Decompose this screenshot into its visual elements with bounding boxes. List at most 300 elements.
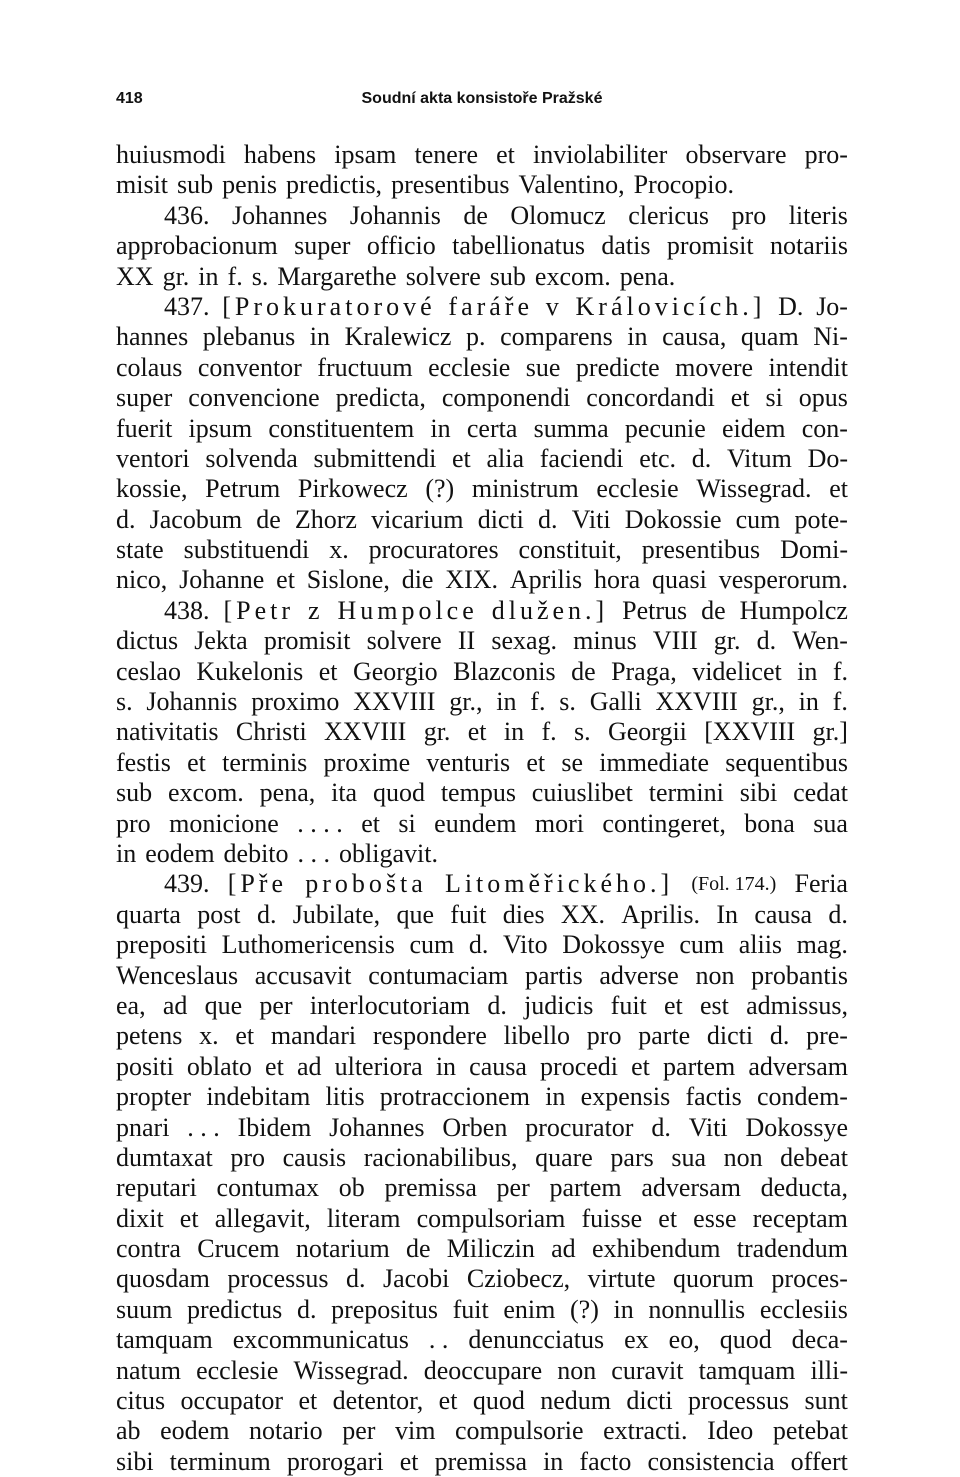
word: prorogari	[286, 1446, 384, 1476]
word: ipsum	[188, 413, 253, 443]
word: state	[116, 535, 164, 565]
spaced-heading-word: [Prokuratorové	[222, 291, 436, 321]
word: approbacionum	[116, 231, 278, 261]
spaced-heading-word: dlužen.]	[491, 595, 609, 625]
word: premissa	[434, 1446, 527, 1476]
word: que	[204, 990, 243, 1020]
word: . . .	[187, 1112, 220, 1142]
word: misit	[116, 170, 169, 200]
word: componendi	[441, 383, 571, 413]
word: de	[463, 200, 488, 230]
word: si	[398, 808, 416, 838]
word: cum	[409, 930, 455, 960]
word: Georgii	[607, 717, 687, 747]
word: ad	[162, 990, 188, 1020]
text-line	[116, 809, 848, 839]
word: Petrum	[205, 474, 281, 504]
word: extracti.	[603, 1416, 688, 1446]
text-line	[116, 505, 848, 535]
word: Jubilate,	[292, 899, 381, 929]
word: et	[467, 717, 487, 747]
word: expensis	[580, 1082, 671, 1112]
word: Aprilis.	[621, 899, 701, 929]
word: submittendi	[313, 443, 437, 473]
word: et	[265, 1051, 284, 1081]
word: intendit	[768, 352, 848, 382]
word: Valentino,	[518, 170, 625, 200]
text-line	[116, 596, 848, 626]
word: Aprilis	[509, 565, 583, 595]
word: in	[545, 1082, 566, 1112]
word: conventor	[197, 352, 302, 382]
word: dixit	[116, 1203, 164, 1233]
word: procedi	[540, 1051, 619, 1081]
word: accusavit	[254, 960, 352, 990]
text-line	[116, 626, 848, 656]
word: nonnullis	[648, 1294, 746, 1324]
word: in	[798, 687, 819, 717]
word: et	[399, 1446, 419, 1476]
word: quam	[740, 322, 799, 352]
word: racionabilibus,	[363, 1142, 518, 1172]
word: deca-	[791, 1325, 848, 1355]
spaced-heading-word: Královicích.]	[575, 291, 766, 321]
word: suum	[116, 1294, 173, 1324]
word: mori	[534, 808, 584, 838]
text-line	[116, 900, 848, 930]
word: ob	[338, 1173, 365, 1203]
word: contingeret,	[602, 808, 726, 838]
word: pecunie	[624, 413, 706, 443]
word: in	[435, 1051, 457, 1081]
word: Jekta	[194, 626, 248, 656]
word: et	[187, 747, 206, 777]
word: ecclesie	[196, 1355, 279, 1385]
text-line	[116, 1021, 848, 1051]
spaced-heading-word: [Pře	[227, 869, 288, 899]
word: sub	[177, 170, 214, 200]
word: debeat	[780, 1142, 848, 1172]
word: II	[457, 626, 476, 656]
word: Johannis	[349, 200, 441, 230]
body-text	[116, 140, 848, 1477]
word: nedum	[540, 1386, 612, 1416]
word: pre-	[806, 1021, 848, 1051]
word: 436.	[164, 200, 210, 230]
word: XIX.	[445, 565, 499, 595]
spaced-heading-word: faráře	[448, 291, 534, 321]
word: VIII	[652, 626, 698, 656]
word: eo,	[668, 1325, 700, 1355]
word: et	[361, 808, 380, 838]
text-line	[116, 687, 848, 717]
word: hora	[593, 565, 641, 595]
word: Viti	[688, 1112, 728, 1142]
spaced-heading-word: Litoměřického.]	[444, 869, 674, 899]
word: nico,	[116, 565, 168, 595]
word: clericus	[628, 200, 710, 230]
word: fuit	[450, 899, 487, 929]
word: ita	[331, 778, 358, 808]
word: s.	[251, 261, 269, 291]
word: Ni-	[813, 322, 848, 352]
word: ea,	[116, 990, 146, 1020]
word: Orben	[442, 1112, 508, 1142]
word: fuit	[452, 1294, 489, 1324]
word: offert	[790, 1446, 848, 1476]
word: opus	[798, 383, 848, 413]
word: d.	[487, 990, 507, 1020]
word: pars	[610, 1142, 654, 1172]
word: presentibus	[641, 535, 761, 565]
word: gr.,	[449, 687, 483, 717]
word: pnari	[116, 1112, 170, 1142]
word: Johannis	[146, 687, 238, 717]
word: terminis	[222, 747, 308, 777]
word: fuit	[610, 990, 647, 1020]
word: pena.	[619, 261, 676, 291]
word: sibi	[739, 778, 778, 808]
word: facto	[579, 1446, 632, 1476]
word: officio	[366, 231, 436, 261]
word: concordandi	[586, 383, 715, 413]
word: petens	[116, 1021, 183, 1051]
word: natum	[116, 1355, 181, 1385]
word: et	[664, 990, 683, 1020]
spaced-heading-word: z	[307, 595, 324, 625]
word: sunt	[804, 1386, 848, 1416]
word: Blazconis	[453, 656, 556, 686]
text-line	[116, 930, 848, 960]
text-line	[116, 444, 848, 474]
word: die	[401, 565, 434, 595]
word: quod	[372, 778, 425, 808]
word: solvere	[405, 261, 481, 291]
word: Dokossye	[745, 1112, 848, 1142]
word: occupator	[180, 1386, 284, 1416]
text-line	[116, 292, 848, 322]
word: processus	[227, 1264, 329, 1294]
word: nativitatis	[116, 717, 219, 747]
word: Do-	[807, 443, 848, 473]
word: per	[496, 1173, 530, 1203]
word: mandari	[270, 1021, 357, 1051]
word: pote-	[794, 504, 848, 534]
word: x.	[329, 535, 349, 565]
word: colaus	[116, 352, 183, 382]
text-line	[116, 869, 848, 899]
word: XXVIII	[655, 687, 738, 717]
word: condem-	[756, 1082, 848, 1112]
word: excom.	[534, 261, 611, 291]
word: in	[503, 717, 525, 747]
text-line	[116, 1386, 848, 1416]
word: f.	[530, 687, 546, 717]
word: in	[543, 1446, 564, 1476]
word: adverse	[599, 960, 679, 990]
word: pro-	[804, 140, 848, 169]
word: movere	[675, 352, 754, 382]
word: Johannes	[329, 1112, 425, 1142]
word: 437.	[164, 291, 210, 321]
text-line	[116, 1325, 848, 1355]
word: enim	[503, 1294, 556, 1324]
word: tempus	[440, 778, 516, 808]
word: d.	[256, 899, 277, 929]
word: Galli	[589, 687, 642, 717]
text-line	[116, 414, 848, 444]
word: . . . .	[297, 808, 343, 838]
word: fuisse	[581, 1203, 643, 1233]
word: huiusmodi	[116, 140, 226, 169]
word: in	[627, 322, 648, 352]
word: (?)	[425, 474, 455, 504]
word: ceslao	[116, 656, 181, 686]
text-line	[116, 1113, 848, 1143]
word: ipsam	[334, 140, 397, 169]
word: est	[700, 990, 729, 1020]
word: Zhorz	[294, 504, 357, 534]
text-line	[116, 322, 848, 352]
word: causa	[469, 1051, 527, 1081]
word: excommunicatus	[232, 1325, 409, 1355]
word: etc.	[639, 443, 677, 473]
word: prepositi	[116, 930, 207, 960]
text-line	[116, 140, 848, 170]
word: reputari	[116, 1173, 197, 1203]
word: quod	[472, 1386, 525, 1416]
word: festis	[116, 747, 171, 777]
word: fuerit	[116, 413, 173, 443]
word: Petrus	[622, 595, 688, 625]
word: procuratores	[368, 535, 499, 565]
word: d.	[468, 930, 489, 960]
word: Jacobum	[149, 504, 243, 534]
word: vicarium	[371, 504, 464, 534]
word: notario	[248, 1416, 323, 1446]
word: et	[658, 1203, 678, 1233]
word: de	[405, 1234, 431, 1264]
word: citus	[116, 1386, 166, 1416]
word: positi	[116, 1051, 174, 1081]
word: et	[298, 1386, 318, 1416]
word: . . .	[297, 838, 331, 868]
word: gr.]	[812, 717, 848, 747]
word: certa	[466, 413, 518, 443]
word: quod	[719, 1325, 772, 1355]
word: super	[116, 383, 173, 413]
word: cuiuslibet	[531, 778, 633, 808]
word: eundem	[434, 808, 517, 838]
word: alia	[486, 443, 525, 473]
word: datis	[601, 231, 651, 261]
word: ecclesiis	[759, 1294, 848, 1324]
word: litis	[325, 1082, 365, 1112]
word: in	[797, 656, 818, 686]
word: sua	[813, 808, 848, 838]
word: partis	[524, 960, 583, 990]
word: literam	[326, 1203, 401, 1233]
word: d.	[756, 626, 777, 656]
word: et	[730, 383, 750, 413]
word: in	[116, 838, 137, 868]
word: indebitam	[206, 1082, 311, 1112]
word: per	[259, 990, 293, 1020]
word: judicis	[524, 990, 594, 1020]
word: aliis	[738, 930, 783, 960]
word: causa,	[662, 322, 727, 352]
word: constituentem	[268, 413, 415, 443]
word: d.	[769, 1021, 790, 1051]
word: Praga,	[611, 656, 677, 686]
word: sibi	[116, 1446, 154, 1476]
word: et	[496, 140, 515, 169]
word: procurator	[525, 1112, 634, 1142]
word: plebanus	[202, 322, 296, 352]
word: cum	[679, 930, 725, 960]
word: et	[631, 1051, 650, 1081]
word: Kukelonis	[196, 656, 304, 686]
spaced-heading-word: v	[545, 291, 563, 321]
word: et	[179, 1203, 199, 1233]
word: respondere	[372, 1021, 487, 1051]
page-header	[116, 90, 848, 114]
word: admissus,	[746, 990, 848, 1020]
word: in	[496, 687, 517, 717]
word: termini	[648, 778, 724, 808]
text-line	[116, 383, 848, 413]
word: Luthomericensis	[221, 930, 395, 960]
spaced-heading-word: [Petr	[223, 595, 294, 625]
word: Ibidem	[237, 1112, 312, 1142]
text-line	[116, 565, 848, 595]
text-line	[116, 839, 848, 869]
word: illi-	[810, 1355, 848, 1385]
word: deoccupare	[423, 1355, 543, 1385]
word: Crucem	[197, 1234, 280, 1264]
word: d.	[296, 1294, 317, 1324]
word: s.	[116, 687, 133, 717]
word: dictus	[116, 626, 179, 656]
word: quosdam	[116, 1264, 210, 1294]
word: Viti	[571, 504, 611, 534]
word: pena,	[259, 778, 316, 808]
word: literis	[788, 200, 848, 230]
word: d.	[538, 504, 558, 534]
text-line	[116, 1204, 848, 1234]
word: terminum	[169, 1446, 271, 1476]
word: ecclesie	[596, 474, 679, 504]
word: kossie,	[116, 474, 188, 504]
word: habens	[243, 140, 317, 169]
word: f.	[832, 656, 848, 686]
word: deducta,	[760, 1173, 848, 1203]
word: et	[276, 565, 295, 595]
word: et	[235, 1021, 255, 1051]
word: propter	[116, 1082, 192, 1112]
word: hannes	[116, 322, 189, 352]
word: post	[197, 899, 241, 929]
word: Dokossye	[562, 930, 665, 960]
word: virtute	[587, 1264, 656, 1294]
word: s.	[573, 717, 591, 747]
spaced-heading-word: Humpolce	[337, 595, 478, 625]
word: tamquam	[116, 1325, 213, 1355]
word: Humpolcz	[739, 595, 848, 625]
word: premissa	[384, 1173, 477, 1203]
text-line	[116, 201, 848, 231]
word: petebat	[772, 1416, 848, 1446]
word: Wenceslaus	[116, 960, 239, 990]
word: XXVIII	[353, 687, 436, 717]
text-line	[116, 474, 848, 504]
word: faciendi	[539, 443, 624, 473]
word: Olomucz	[510, 200, 606, 230]
word: compulsoriam	[416, 1203, 566, 1233]
word: Domi-	[780, 535, 848, 565]
word: cum	[735, 504, 781, 534]
word: f.	[541, 717, 557, 747]
word: factis	[685, 1082, 742, 1112]
word: Cziobecz,	[466, 1264, 571, 1294]
word: inviolabiliter	[533, 140, 668, 169]
word: ex	[624, 1325, 649, 1355]
word: immediate	[599, 747, 710, 777]
word: oblato	[186, 1051, 252, 1081]
word: contra	[116, 1234, 181, 1264]
word: [XXVIII	[704, 717, 796, 747]
word: XXVIII	[324, 717, 407, 747]
word: dicti	[706, 1021, 754, 1051]
word: proces-	[771, 1264, 848, 1294]
word: tenere	[414, 140, 478, 169]
word: adversam	[748, 1051, 848, 1081]
word: x.	[199, 1021, 219, 1051]
word: gr.,	[751, 687, 785, 717]
word: dicti	[626, 1386, 673, 1416]
running-title: Soudní akta konsistoře Pražské	[361, 90, 603, 107]
word: dumtaxat	[116, 1142, 213, 1172]
word: XX	[116, 261, 154, 291]
word: Margarethe	[277, 261, 397, 291]
word: detentor,	[332, 1386, 424, 1416]
word: non	[695, 960, 735, 990]
word: partem	[663, 1051, 736, 1081]
word: probantis	[751, 960, 848, 990]
word: 439.	[164, 869, 210, 899]
word: tamquam	[698, 1355, 796, 1385]
text-line	[116, 1356, 848, 1386]
word: Jo-	[816, 291, 848, 321]
word: gr.	[423, 717, 451, 747]
word: Vitum	[726, 443, 792, 473]
text-line	[116, 657, 848, 687]
text-line	[116, 961, 848, 991]
word: comparens	[500, 322, 613, 352]
spaced-heading-word: probošta	[305, 869, 427, 899]
word: eidem	[721, 413, 786, 443]
word: ab	[116, 1416, 141, 1446]
text-line	[116, 170, 848, 200]
word: fructuum	[317, 352, 413, 382]
text-line	[116, 991, 848, 1021]
word: predictus	[186, 1294, 283, 1324]
word: d.	[691, 443, 712, 473]
word: Vito	[502, 930, 548, 960]
word: Feria	[794, 869, 848, 899]
word: allegavit,	[214, 1203, 311, 1233]
word: (?)	[570, 1294, 599, 1324]
